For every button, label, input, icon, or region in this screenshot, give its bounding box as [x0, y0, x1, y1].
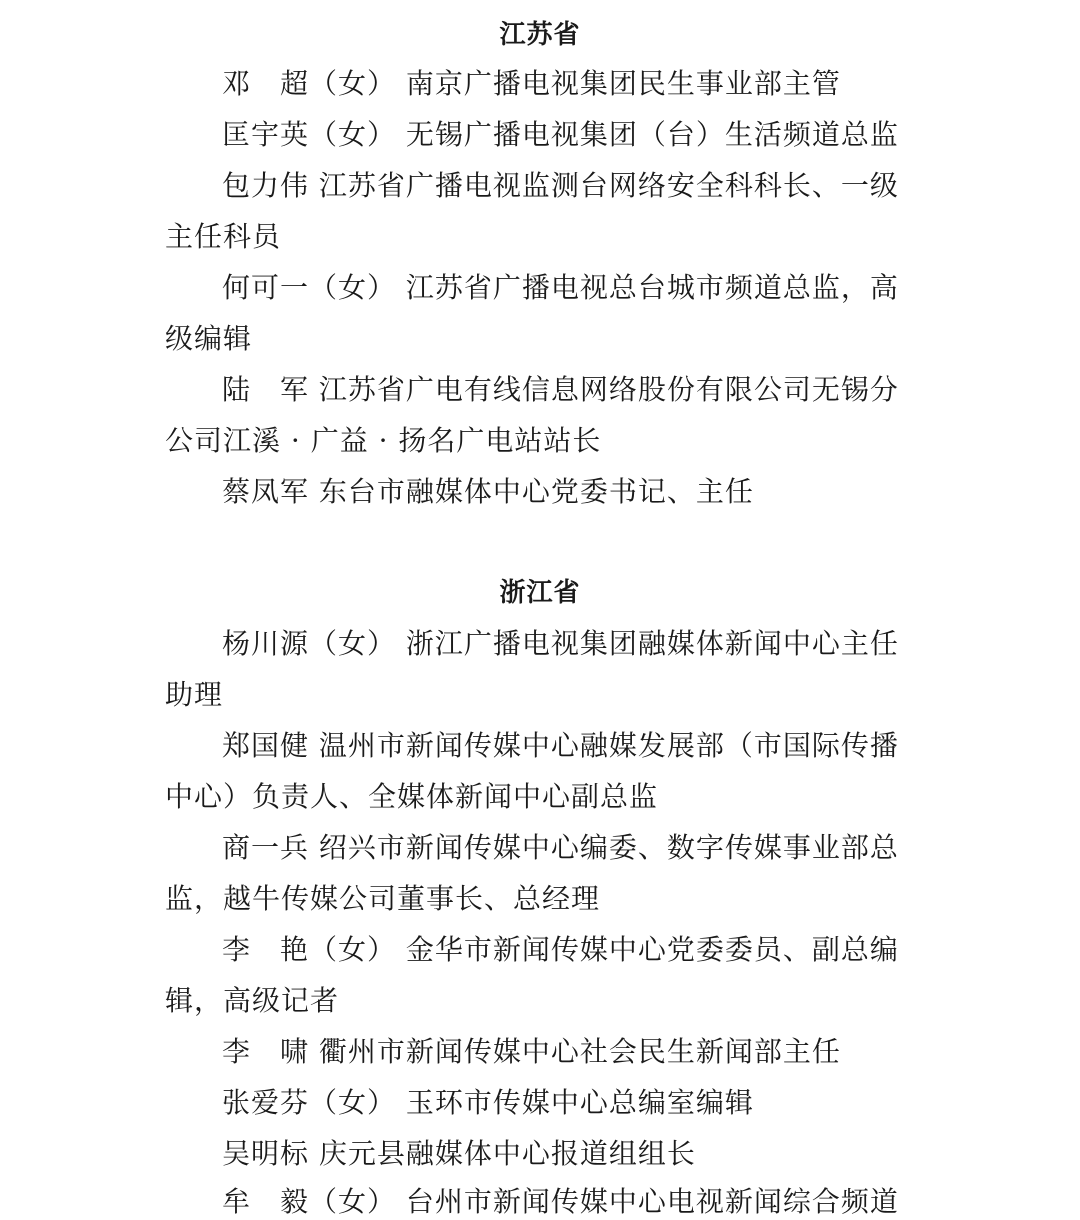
entry-continuation-line: 助理 — [165, 678, 224, 711]
entry-continuation-line: 主任科员 — [165, 220, 282, 253]
section-heading-jiangsu: 江苏省 — [499, 20, 581, 50]
entry-line: 牟 毅（女） 台州市新闻传媒中心电视新闻综合频道 — [222, 1185, 899, 1218]
entry-line: 邓 超（女） 南京广播电视集团民生事业部主管 — [222, 67, 841, 100]
entry-line: 吴明标 庆元县融媒体中心报道组组长 — [222, 1137, 696, 1170]
section-heading-zhejiang: 浙江省 — [499, 578, 581, 608]
entry-line: 商一兵 绍兴市新闻传媒中心编委、数字传媒事业部总 — [222, 831, 899, 864]
entry-line: 匡宇英（女） 无锡广播电视集团（台）生活频道总监 — [222, 118, 899, 151]
entry-line: 郑国健 温州市新闻传媒中心融媒发展部（市国际传播 — [222, 729, 899, 762]
entry-line: 李 啸 衢州市新闻传媒中心社会民生新闻部主任 — [222, 1035, 841, 1068]
entry-continuation-line: 中心）负责人、全媒体新闻中心副总监 — [165, 780, 659, 813]
entry-continuation-line: 辑，高级记者 — [165, 984, 340, 1017]
entry-line: 陆 军 江苏省广电有线信息网络股份有限公司无锡分 — [222, 373, 899, 406]
entry-line: 蔡凤军 东台市融媒体中心党委书记、主任 — [222, 475, 754, 508]
entry-line: 张爱芬（女） 玉环市传媒中心总编室编辑 — [222, 1086, 754, 1119]
entry-line: 李 艳（女） 金华市新闻传媒中心党委委员、副总编 — [222, 933, 899, 966]
entry-continuation-line: 监，越牛传媒公司董事长、总经理 — [165, 882, 601, 915]
entry-line: 何可一（女） 江苏省广播电视总台城市频道总监，高 — [222, 271, 899, 304]
entry-line: 包力伟 江苏省广播电视监测台网络安全科科长、一级 — [222, 169, 899, 202]
entry-continuation-line: 公司江溪 · 广益 · 扬名广电站站长 — [165, 424, 602, 457]
entry-line: 杨川源（女） 浙江广播电视集团融媒体新闻中心主任 — [222, 627, 899, 660]
entry-continuation-line: 级编辑 — [165, 322, 253, 355]
